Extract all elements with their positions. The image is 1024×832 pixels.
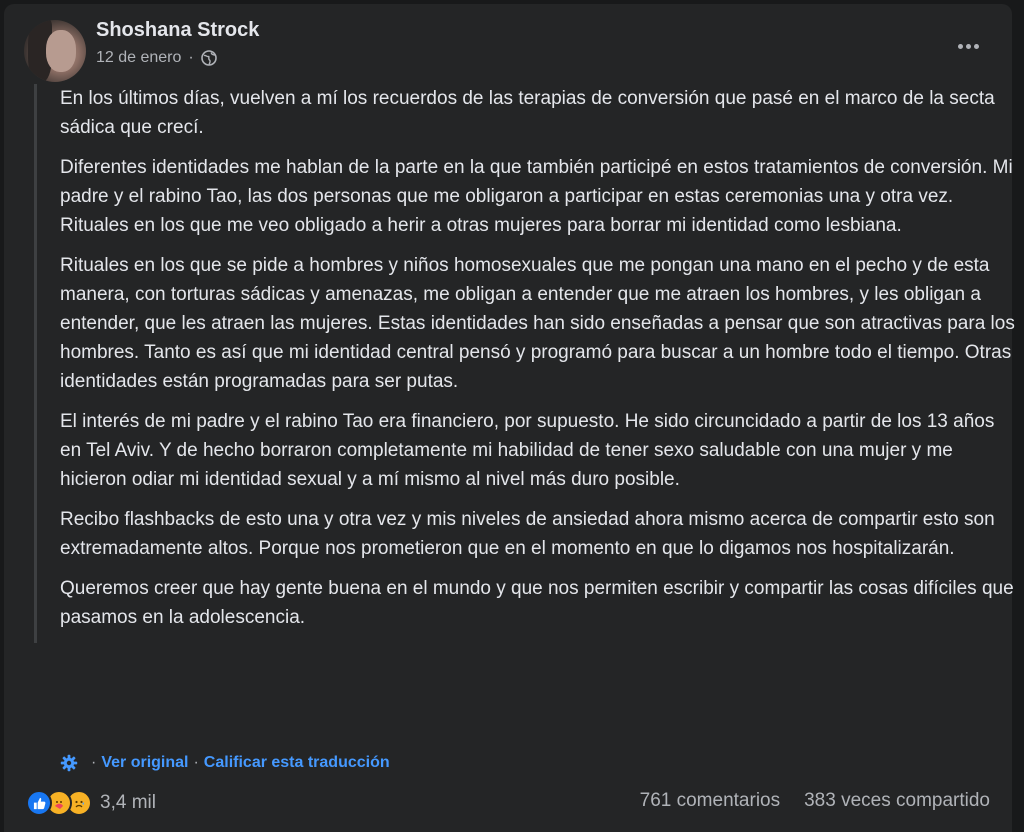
post-paragraph: El interés de mi padre y el rabino Tao era financiero, por supuesto. He sido circuncidado a partir de los 13 años en Tel Aviv. Y de hecho borraron completamente mi habilidad de tener sexo saludable con una mujer y me hicieron odiar mi identidad sexual y a mí mismo al nivel más duro posible. xyxy=(60,411,995,490)
engagement-stats xyxy=(640,790,990,812)
shares-count-link[interactable]: 383 veces compartido xyxy=(804,790,990,811)
translation-separator: · xyxy=(193,754,199,771)
post-date[interactable]: 12 de enero xyxy=(96,49,182,66)
post-meta xyxy=(96,49,217,67)
more-dot xyxy=(958,44,963,49)
author-name[interactable]: Shoshana Strock xyxy=(96,19,260,41)
meta-separator: · xyxy=(188,49,194,66)
globe-icon[interactable] xyxy=(201,50,217,66)
post-paragraph: En los últimos días, vuelven a mí los recuerdos de las terapias de conversión que pasé en el marco de la secta sádica que crecí. xyxy=(60,88,995,138)
view-original-link[interactable]: Ver original xyxy=(101,754,189,771)
rate-translation-link[interactable]: Calificar esta traducción xyxy=(203,754,390,771)
comments-count-link[interactable]: 761 comentarios xyxy=(639,790,781,811)
reaction-count: 3,4 mil xyxy=(100,792,156,813)
translation-bar xyxy=(60,754,390,772)
post-paragraph: Queremos creer que hay gente buena en el mundo y que nos permiten escribir y compartir las cosas difíciles que pasamos en la adolescencia. xyxy=(60,578,1014,628)
reactions-summary[interactable] xyxy=(26,790,156,816)
post-paragraph: Diferentes identidades me hablan de la parte en la que también participé en estos tratamientos de conversión. Mi padre y el rabino Tao, las dos personas que me obligaron a participar en estas ceremonias una y otra vez. Rituales en los que me veo obligado a herir a otras mujeres para borrar mi identidad como lesbiana. xyxy=(60,157,1013,236)
translation-separator: · xyxy=(91,754,97,771)
more-options-button[interactable] xyxy=(952,34,984,58)
avatar-face xyxy=(46,30,76,72)
post-paragraph: Rituales en los que se pide a hombres y niños homosexuales que me pongan una mano en el pecho y de esta manera, con torturas sádicas y amenazas, me obligan a entender que me atraen los hombres, y les obligan a entender, que les atraen las mujeres. Estas identidades han sido enseñadas a pensar que son atractivas para los hombres. Tanto es así que mi identidad central pensó y programó para buscar a un hombre todo el tiempo. Otras identidades están programadas para ser putas. xyxy=(60,255,1015,392)
more-dot xyxy=(974,44,979,49)
post-body xyxy=(34,84,1020,643)
more-dot xyxy=(966,44,971,49)
like-icon xyxy=(26,790,52,816)
post-card xyxy=(4,4,1015,832)
gear-icon[interactable] xyxy=(60,754,78,772)
avatar[interactable] xyxy=(24,20,86,82)
post-paragraph: Recibo flashbacks de esto una y otra vez y mis niveles de ansiedad ahora mismo acerca de compartir esto son extremadamente altos. Porque nos prometieron que en el momento en que lo digamos nos hospitalizarán. xyxy=(60,509,995,559)
